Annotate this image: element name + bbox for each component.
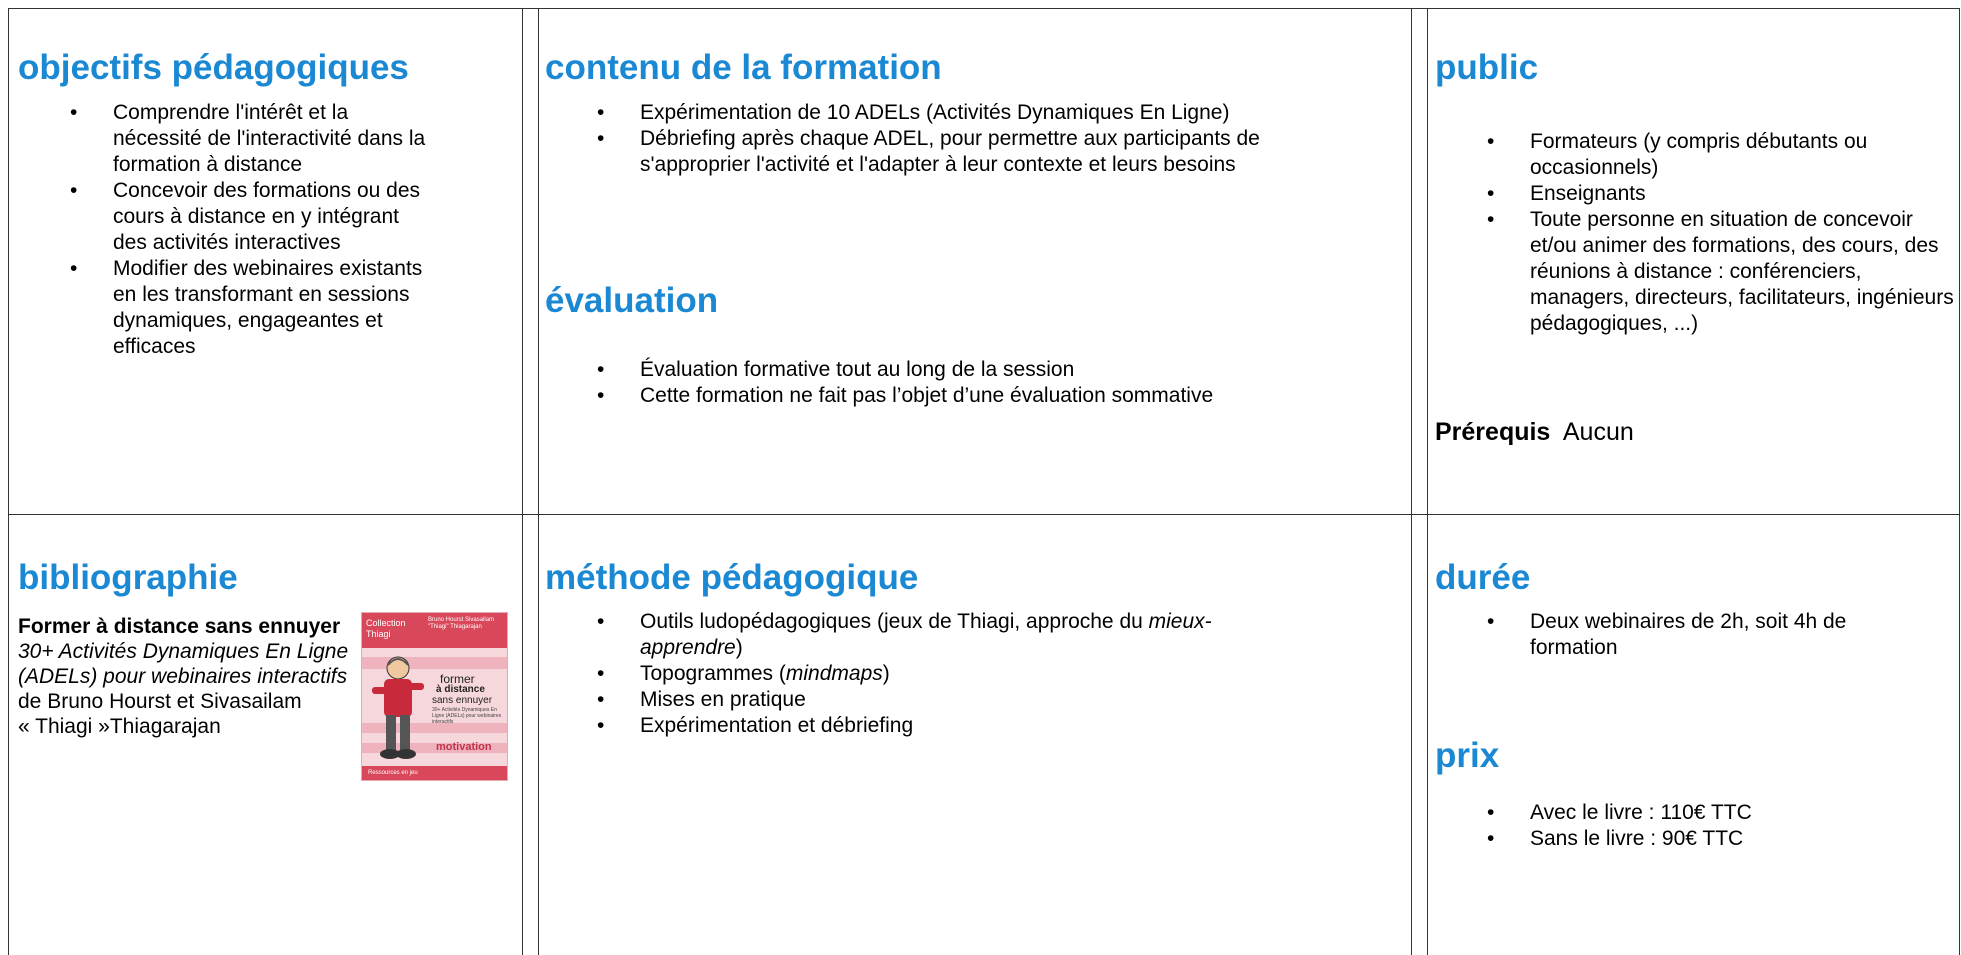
methode-item-2-text: Topogrammes ( <box>640 662 786 685</box>
prix-title: prix <box>1435 736 1500 775</box>
list-item: • Avec le livre : 110€ TTC <box>1435 800 1955 826</box>
book-reference <box>18 614 358 739</box>
book-title: Former à distance sans ennuyer <box>18 615 341 638</box>
bibliographie-title: bibliographie <box>18 558 238 597</box>
public-list <box>1435 129 1955 337</box>
list-item: • Expérimentation et débriefing <box>545 713 1305 739</box>
column-divider <box>1411 8 1412 955</box>
list-item: • Comprendre l'intérêt et la nécessité de l'interactivité dans la formation à distance <box>18 100 428 178</box>
thiagi-character-illustration <box>368 653 428 763</box>
column-divider <box>522 8 523 955</box>
public-section <box>1435 48 1955 337</box>
prereq-value: Aucun <box>1562 418 1634 446</box>
objectifs-section <box>18 48 508 360</box>
public-title: public <box>1435 48 1539 87</box>
duree-title: durée <box>1435 558 1531 597</box>
list-item: • Cette formation ne fait pas l’objet d’une évaluation sommative <box>545 383 1405 409</box>
book-cover-image <box>361 612 508 781</box>
cover-title-1: former <box>440 672 475 686</box>
list-item: • Enseignants <box>1435 181 1955 207</box>
methode-list <box>545 609 1305 739</box>
list-item: • Débriefing après chaque ADEL, pour permettre aux participants de s'approprier l'activité et l'adapter à leur contexte et leurs besoins <box>545 126 1335 178</box>
list-item: • Évaluation formative tout au long de la session <box>545 357 1405 383</box>
list-item: • Toute personne en situation de concevoir et/ou animer des formations, des cours, des réunions à distance : conférenciers, managers, directeurs, facilitateurs, ingénieurs pédagogiques, ...) <box>1435 207 1955 337</box>
book-authors: de Bruno Hourst et Sivasailam <box>18 690 302 713</box>
methode-item-1-em: mieux-apprendre <box>640 610 1212 659</box>
list-item <box>545 609 1305 661</box>
prix-list <box>1435 800 1955 852</box>
prereq-label: Prérequis <box>1435 418 1551 446</box>
evaluation-title: évaluation <box>545 281 719 320</box>
cover-publisher: Ressources en jeu <box>368 770 418 776</box>
evaluation-list <box>545 357 1405 409</box>
list-item: • Expérimentation de 10 ADELs (Activités Dynamiques En Ligne) <box>545 100 1335 126</box>
book-subtitle: 30+ Activités Dynamiques En Ligne (ADELs) pour webinaires interactifs <box>18 640 349 688</box>
list-item: • Deux webinaires de 2h, soit 4h de formation <box>1435 609 1895 661</box>
prereq-line <box>1435 418 1634 447</box>
cover-subtitle: 30+ Activités Dynamiques En Ligne (ADELs) pour webinaires interactifs <box>432 707 502 725</box>
list-item: • Formateurs (y compris débutants ou occasionnels) <box>1435 129 1955 181</box>
top-rule <box>8 8 1960 9</box>
objectifs-title: objectifs pédagogiques <box>18 48 409 87</box>
contenu-section <box>545 48 1405 178</box>
column-divider <box>1427 8 1428 955</box>
cover-title-2: à distance <box>436 684 485 695</box>
methode-item-2-end: ) <box>882 662 890 685</box>
methode-title: méthode pédagogique <box>545 558 919 597</box>
column-divider <box>1959 8 1960 955</box>
duree-list <box>1435 609 1895 661</box>
list-item: • Concevoir des formations ou des cours à distance en y intégrant des activités interactives <box>18 178 428 256</box>
column-divider <box>8 8 9 955</box>
methode-item-1-end: ) <box>735 636 743 659</box>
book-authors-cont: « Thiagi »Thiagarajan <box>18 715 221 738</box>
bibliographie-section <box>18 558 508 598</box>
cover-authors: Bruno Hourst Sivasailam "Thiagi" Thiagarajan <box>428 617 495 630</box>
list-item <box>545 661 1305 687</box>
cover-title-3: sans ennuyer <box>432 695 493 706</box>
contenu-list <box>545 100 1335 178</box>
column-divider <box>538 8 539 955</box>
methode-section <box>545 558 1405 739</box>
list-item: • Sans le livre : 90€ TTC <box>1435 826 1955 852</box>
list-item: • Modifier des webinaires existants en les transformant en sessions dynamiques, engageantes et efficaces <box>18 256 428 360</box>
evaluation-section <box>545 281 1405 409</box>
methode-item-1-text: Outils ludopédagogiques (jeux de Thiagi, approche du <box>640 610 1149 633</box>
row-divider <box>8 514 1960 515</box>
prix-section <box>1435 736 1955 852</box>
list-item: • Mises en pratique <box>545 687 1305 713</box>
cover-word: motivation <box>436 741 492 753</box>
duree-section <box>1435 558 1955 661</box>
cover-collection: Collection Thiagi <box>366 618 406 639</box>
methode-item-2-em: mindmaps <box>785 662 883 685</box>
contenu-title: contenu de la formation <box>545 48 942 87</box>
objectifs-list <box>18 100 428 360</box>
